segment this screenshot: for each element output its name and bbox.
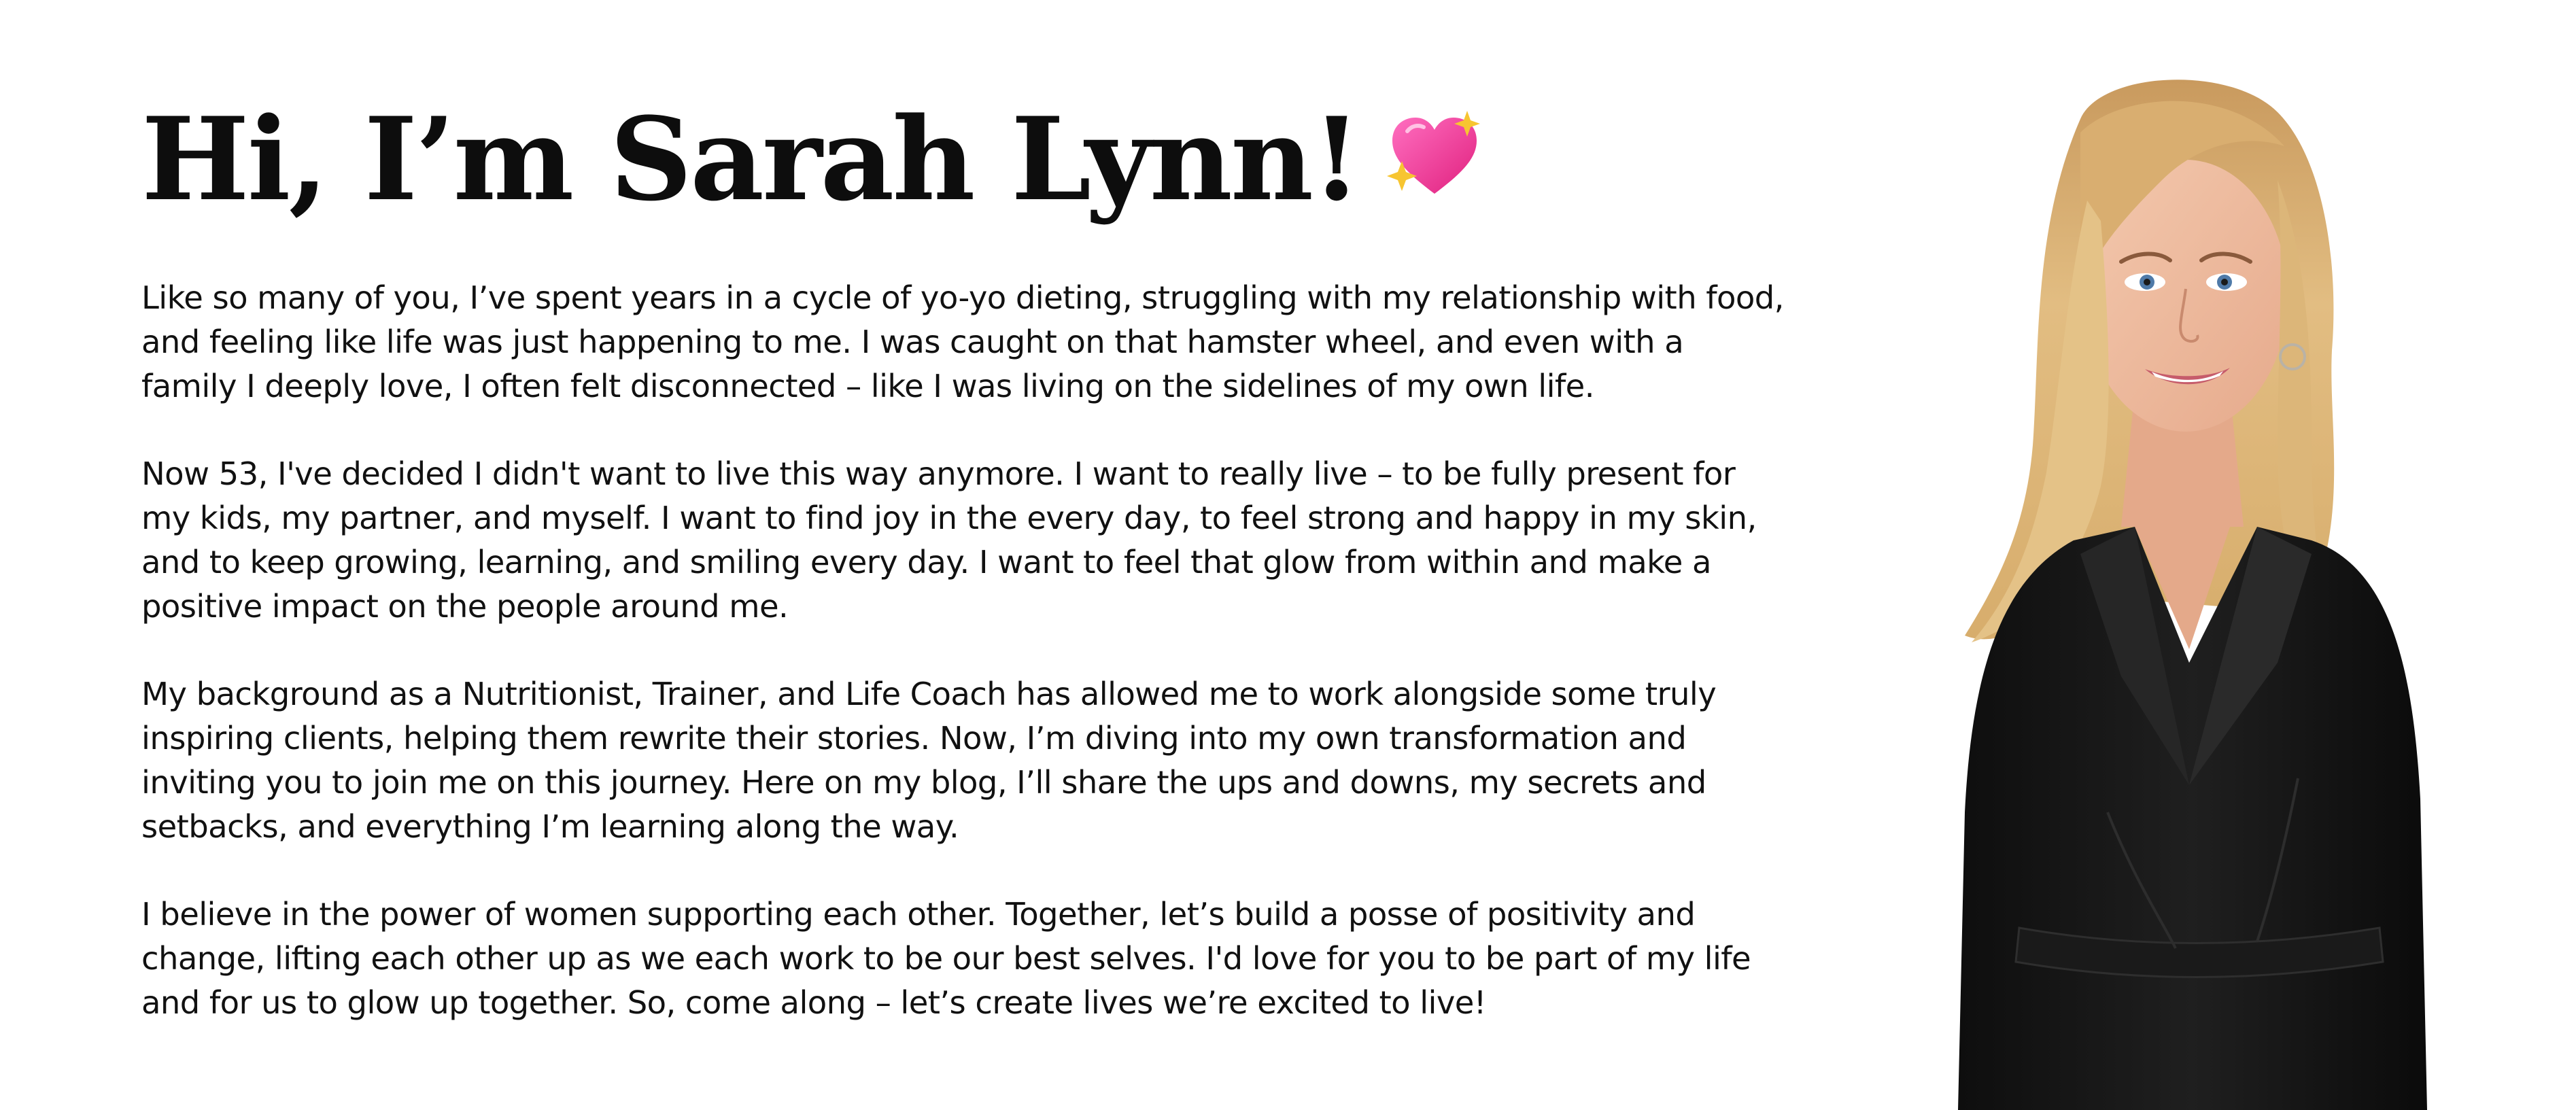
about-section <box>141 92 1787 1069</box>
bio-paragraph: I believe in the power of women supporting each other. Together, let’s build a posse of positivity and change, lifting each other up as we each work to be our best selves. I'd love for you to be part of my life and for us to glow up together. So, come along – let’s create lives we’re excited to live! <box>141 896 1751 1021</box>
bio-text <box>141 276 1787 1025</box>
page-title <box>141 92 1787 226</box>
page-title-text: Hi, I’m Sarah Lynn! <box>141 92 1360 226</box>
sparkling-heart-icon <box>1387 111 1482 199</box>
bio-paragraph: Now 53, I've decided I didn't want to live this way anymore. I want to really live – to be fully present for my kids, my partner, and myself. I want to find joy in the every day, to feel strong and happy in my skin, and to keep growing, learning, and smiling every day. I want to feel that glow from within and make a positive impact on the people around me. <box>141 455 1757 625</box>
bio-paragraph: My background as a Nutritionist, Trainer, and Life Coach has allowed me to work alongside some truly inspiring clients, helping them rewrite their stories. Now, I’m diving into my own transformation and inviting you to join me on this journey. Here on my blog, I’ll share the ups and downs, my secrets and setbacks, and everything I’m learning along the way. <box>141 676 1717 845</box>
bio-paragraph: Like so many of you, I’ve spent years in a cycle of yo-yo dieting, struggling with my relationship with food, and feeling like life was just happening to me. I was caught on that hamster wheel, and even with a family I deeply love, I often felt disconnected – like I was living on the sidelines of my own life. <box>141 279 1784 404</box>
portrait-photo <box>1876 65 2475 1110</box>
